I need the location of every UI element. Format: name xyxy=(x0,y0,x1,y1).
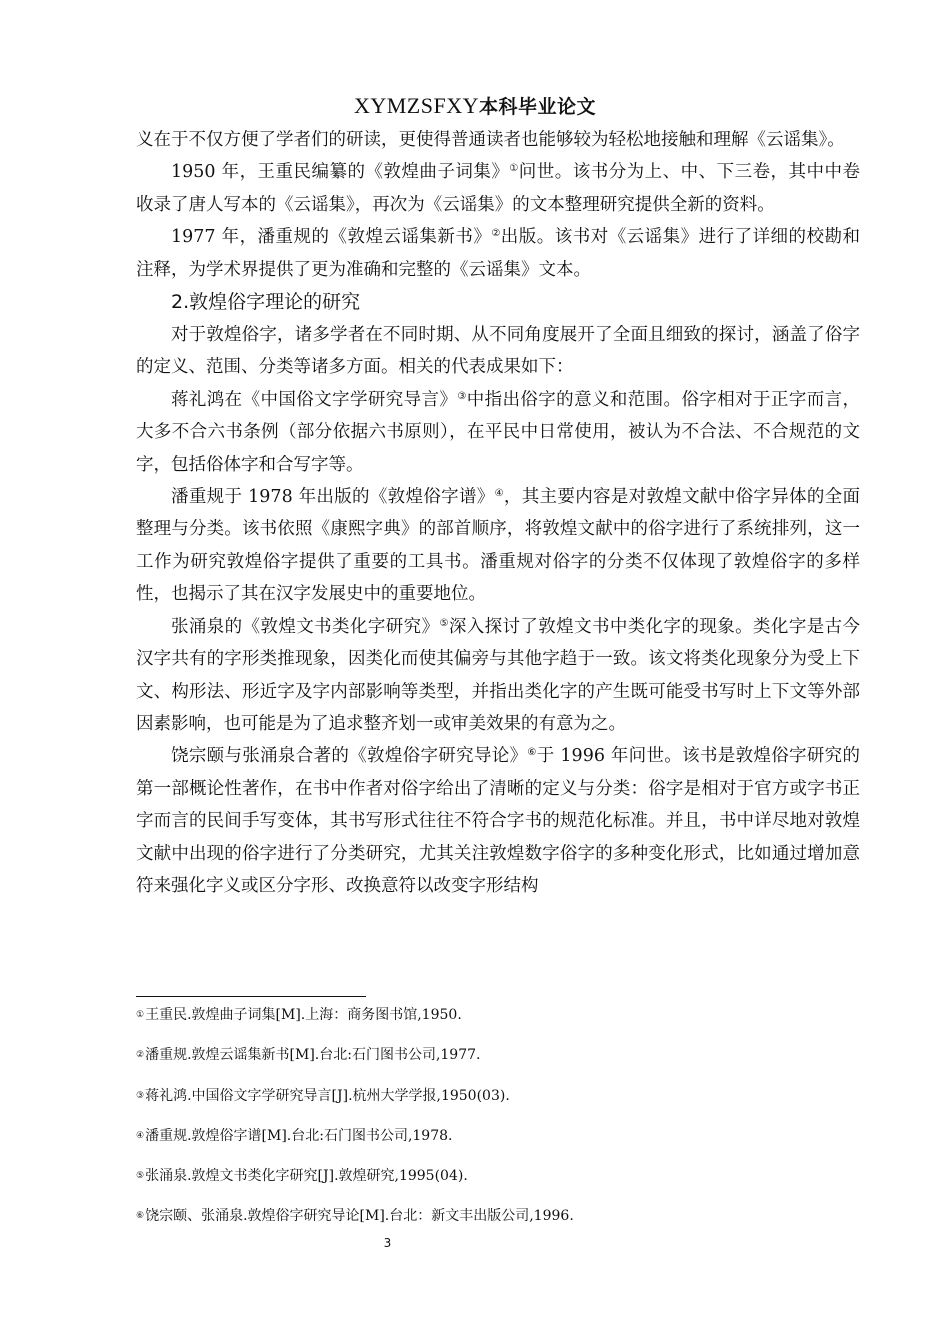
footnote-separator xyxy=(136,996,366,997)
body-text xyxy=(136,124,860,902)
paragraph-text: 饶宗颐与张涌泉合著的《敦煌俗字研究导论》 xyxy=(171,746,528,767)
footnote-text: 蒋礼鸿.中国俗文字学研究导言[J].杭州大学学报,1950(03). xyxy=(145,1087,510,1104)
footnote-ref[interactable]: ② xyxy=(491,228,501,240)
footnote-ref[interactable]: ③ xyxy=(457,390,467,402)
paragraph-text: 蒋礼鸿在《中国俗文字学研究导言》 xyxy=(171,389,458,410)
footnote-ref[interactable]: ④ xyxy=(494,488,504,500)
footnote-text: 潘重规.敦煌俗字谱[M].台北:石门图书公司,1978. xyxy=(145,1127,453,1144)
footnote-item xyxy=(136,1126,860,1166)
paragraph-text: 中指出俗字的意义和范围。俗字相对于正字而言，大多不合六书条例（部分依据六书原则），在平民中日常使用，被认为不合法、不合规范的文字，包括俗体字和合写字等。 xyxy=(136,389,861,475)
paragraph-text: 张涌泉的《敦煌文书类化字研究》 xyxy=(171,616,440,637)
paragraph-text: 对于敦煌俗字，诸多学者在不同时期、从不同角度展开了全面且细致的探讨，涵盖了俗字的定义、范围、分类等诸多方面。相关的代表成果如下： xyxy=(136,325,860,378)
paragraph xyxy=(136,319,860,384)
paragraph-text: ，其主要内容是对敦煌文献中俗字异体的全面整理与分类。该书依照《康熙字典》的部首顺序，将敦煌文献中的俗字进行了系统排列，这一工作为研究敦煌俗字提供了重要的工具书。潘重规对俗字的分类不仅体现了敦煌俗字的多样性，也揭示了其在汉字发展史中的重要地位。 xyxy=(136,487,860,605)
header-code: XYMZSFXY xyxy=(353,93,479,118)
paragraph xyxy=(136,156,860,221)
footnote-ref[interactable]: ⑤ xyxy=(439,617,449,629)
footnote-item xyxy=(136,1045,860,1085)
paragraph xyxy=(136,481,860,611)
footnote-mark: ② xyxy=(136,1050,145,1061)
footnote-mark: ① xyxy=(136,1010,145,1020)
paragraph-text: 1950 年，王重民编纂的《敦煌曲子词集》 xyxy=(171,162,510,183)
footnote-mark: ③ xyxy=(136,1090,145,1101)
paragraph xyxy=(136,611,860,741)
running-header xyxy=(0,92,950,121)
paragraph-continuation: 义在于不仅方便了学者们的研读，更使得普通读者也能够较为轻松地接触和理解《云谣集》。 xyxy=(136,130,845,150)
footnote-ref[interactable]: ⑥ xyxy=(527,747,537,759)
paragraph-text: 于 1996 年问世。该书是敦煌俗字研究的第一部概论性著作，在书中作者对俗字给出了清晰的定义与分类：俗字是相对于官方或字书正字而言的民间手写变体，其书写形式往往不符合字书的规范化标准。并且，书中详尽地对敦煌文献中出现的俗字进行了分类研究，尤其关注敦煌数字俗字的多种变化形式，比如通过增加意符来强化字义或区分字形、改换意符以改变字形结构 xyxy=(136,746,861,896)
page-number: 3 xyxy=(383,1236,392,1250)
footnote-ref[interactable]: ① xyxy=(509,163,519,175)
paragraph-text: 潘重规于 1978 年出版的《敦煌俗字谱》 xyxy=(171,487,495,508)
footnote-mark: ④ xyxy=(136,1130,145,1141)
footnote-item xyxy=(136,1005,860,1045)
paragraph xyxy=(136,221,860,286)
paragraph-text: 出版。该书对《云谣集》进行了详细的校勘和注释，为学术界提供了更为准确和完整的《云谣集》文本。 xyxy=(136,227,860,280)
footnote-text: 王重民.敦煌曲子词集[M].上海：商务图书馆,1950. xyxy=(145,1007,462,1023)
section-heading: 2.敦煌俗字理论的研究 xyxy=(171,291,361,314)
footnote-text: 饶宗颐、张涌泉.敦煌俗字研究导论[M].台北：新文丰出版公司,1996. xyxy=(145,1208,574,1225)
footnote-text: 张涌泉.敦煌文书类化字研究[J].敦煌研究,1995(04). xyxy=(145,1168,468,1185)
footnote-item xyxy=(136,1166,860,1206)
footnote-text: 潘重规.敦煌云谣集新书[M].台北:石门图书公司,1977. xyxy=(145,1047,481,1064)
paragraph-text: 问世。该书分为上、中、下三卷，其中中卷收录了唐人写本的《云谣集》，再次为《云谣集》的文本整理研究提供全新的资料。 xyxy=(136,162,860,215)
paragraph xyxy=(136,384,860,481)
footnote-item xyxy=(136,1086,860,1126)
footnote-mark: ⑥ xyxy=(136,1211,145,1222)
paragraph xyxy=(136,740,860,902)
paragraph-text: 1977 年，潘重规的《敦煌云谣集新书》 xyxy=(171,227,492,248)
footnotes xyxy=(136,1005,860,1247)
paragraph-text: 深入探讨了敦煌文书中类化字的现象。类化字是古今汉字共有的字形类推现象，因类化而使其偏旁与其他字趋于一致。该文将类化现象分为受上下文、构形法、形近字及字内部影响等类型，并指出类化字的产生既可能受书写时上下文等外部因素影响，也可能是为了追求整齐划一或审美效果的有意为之。 xyxy=(136,616,861,734)
footnote-mark: ⑤ xyxy=(136,1171,145,1182)
header-title: 本科毕业论文 xyxy=(479,96,597,118)
